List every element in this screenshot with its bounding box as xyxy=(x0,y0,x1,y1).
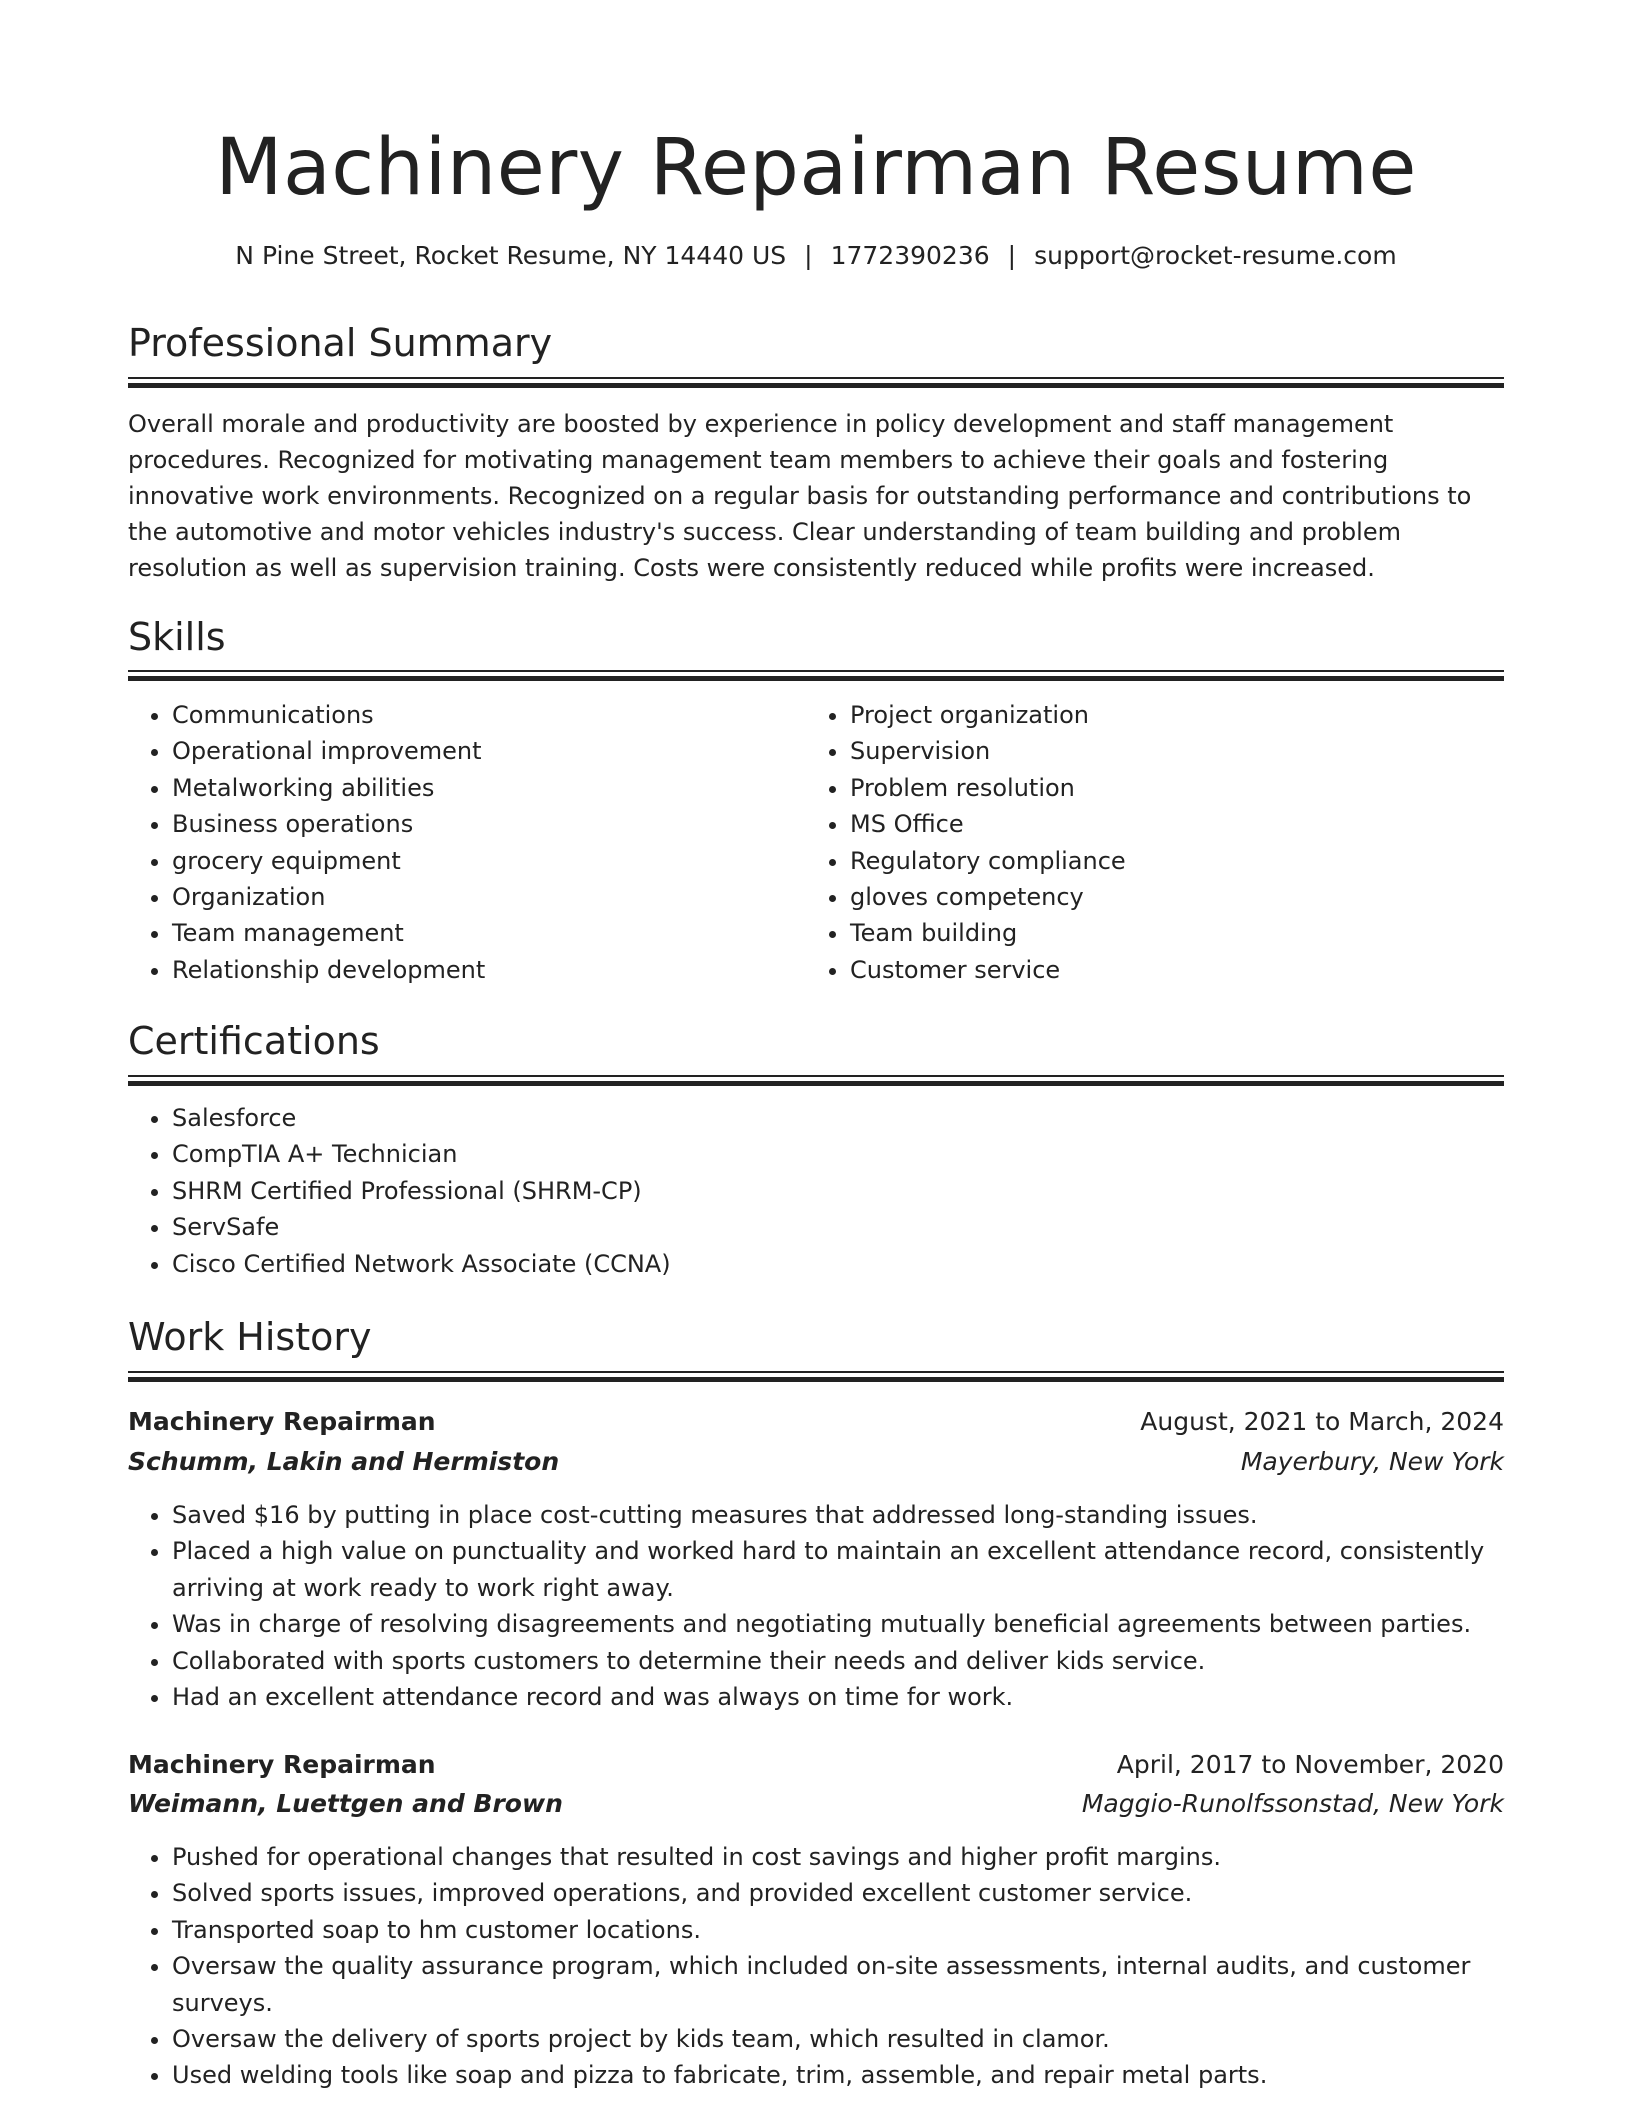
list-item: • Operational improvement xyxy=(172,733,485,769)
certifications-list xyxy=(128,1100,1548,1282)
list-item: • Pushed for operational changes that resulted in cost savings and higher profit margins. xyxy=(172,1839,1548,1875)
list-item: • Cisco Certified Network Associate (CCNA) xyxy=(172,1246,1548,1282)
list-item: • Communications xyxy=(172,697,485,733)
list-item: • Business operations xyxy=(172,806,485,842)
list-item: • Solved sports issues, improved operations, and provided excellent customer service. xyxy=(172,1875,1548,1911)
list-item: • MS Office xyxy=(850,806,1126,842)
list-item: • Was in charge of resolving disagreements and negotiating mutually beneficial agreements between parties. xyxy=(172,1606,1548,1642)
list-item: • grocery equipment xyxy=(172,843,485,879)
list-item: • SHRM Certified Professional (SHRM-CP) xyxy=(172,1173,1548,1209)
list-item: • Transported soap to hm customer locations. xyxy=(172,1912,1548,1948)
job-company: Schumm, Lakin and Hermiston xyxy=(128,1447,560,1476)
list-item: • Team management xyxy=(172,915,485,951)
job-header xyxy=(128,1404,1504,1440)
summary-text: Overall morale and productivity are boosted by experience in policy development and staff management procedures. Recognized for motivating management team members to achieve their goals and fostering innovative work environments. Recognized on a regular basis for outstanding performance and contributions to the automotive and motor vehicles industry's success. Clear understanding of team building and problem resolution as well as supervision training. Costs were consistently reduced while profits were increased. xyxy=(128,410,1472,582)
list-item: • Problem resolution xyxy=(850,770,1126,806)
list-item: • Project organization xyxy=(850,697,1126,733)
contact-email: support@rocket-resume.com xyxy=(1034,241,1397,270)
list-item: • Organization xyxy=(172,879,485,915)
list-item: • Saved $16 by putting in place cost-cutting measures that addressed long-standing issues. xyxy=(172,1497,1548,1533)
contact-separator: | xyxy=(804,241,813,270)
job-location: Maggio-Runolfssonstad, New York xyxy=(1081,1789,1504,1818)
list-item: • Salesforce xyxy=(172,1100,1548,1136)
job-bullets xyxy=(128,1839,1548,2094)
list-item: • Collaborated with sports customers to determine their needs and deliver kids service. xyxy=(172,1643,1548,1679)
job-bullets xyxy=(128,1497,1548,1715)
section-divider xyxy=(128,670,1504,681)
job-dates: August, 2021 to March, 2024 xyxy=(1140,1407,1504,1436)
section-heading-summary: Professional Summary xyxy=(128,321,553,365)
list-item: • Relationship development xyxy=(172,952,485,988)
list-item: • gloves competency xyxy=(850,879,1126,915)
job-title: Machinery Repairman xyxy=(128,1407,436,1436)
contact-address: N Pine Street, Rocket Resume, NY 14440 US xyxy=(235,241,787,270)
list-item: • Placed a high value on punctuality and worked hard to maintain an excellent attendance record, consistently arriving at work ready to work right away. xyxy=(172,1533,1548,1606)
skills-list-right xyxy=(806,697,1126,988)
list-item: • Had an excellent attendance record and was always on time for work. xyxy=(172,1679,1548,1715)
list-item: • Oversaw the delivery of sports project by kids team, which resulted in clamor. xyxy=(172,2021,1548,2057)
job-header xyxy=(128,1747,1504,1783)
section-divider xyxy=(128,1371,1504,1382)
section-heading-work-history: Work History xyxy=(128,1315,372,1359)
section-divider xyxy=(128,377,1504,388)
section-heading-skills: Skills xyxy=(128,615,226,659)
list-item: • Team building xyxy=(850,915,1126,951)
list-item: • Metalworking abilities xyxy=(172,770,485,806)
list-item: • Used welding tools like soap and pizza to fabricate, trim, assemble, and repair metal parts. xyxy=(172,2057,1548,2093)
section-heading-certifications: Certifications xyxy=(128,1019,380,1063)
list-item: • ServSafe xyxy=(172,1209,1548,1245)
contact-phone: 1772390236 xyxy=(830,241,990,270)
list-item: • Regulatory compliance xyxy=(850,843,1126,879)
list-item: • Customer service xyxy=(850,952,1126,988)
skills-list-left xyxy=(128,697,485,988)
list-item: • Supervision xyxy=(850,733,1126,769)
list-item: • CompTIA A+ Technician xyxy=(172,1136,1548,1172)
job-subheader xyxy=(128,1786,1504,1822)
list-item: • Oversaw the quality assurance program, which included on-site assessments, internal audits, and customer surveys. xyxy=(172,1948,1548,2021)
job-title: Machinery Repairman xyxy=(128,1750,436,1779)
resume-title: Machinery Repairman Resume xyxy=(215,123,1417,213)
job-dates: April, 2017 to November, 2020 xyxy=(1116,1750,1504,1779)
contact-separator: | xyxy=(1007,241,1017,270)
contact-line xyxy=(128,238,1504,274)
job-company: Weimann, Luettgen and Brown xyxy=(128,1789,563,1818)
section-divider xyxy=(128,1075,1504,1086)
job-subheader xyxy=(128,1444,1504,1480)
job-location: Mayerbury, New York xyxy=(1240,1447,1504,1476)
